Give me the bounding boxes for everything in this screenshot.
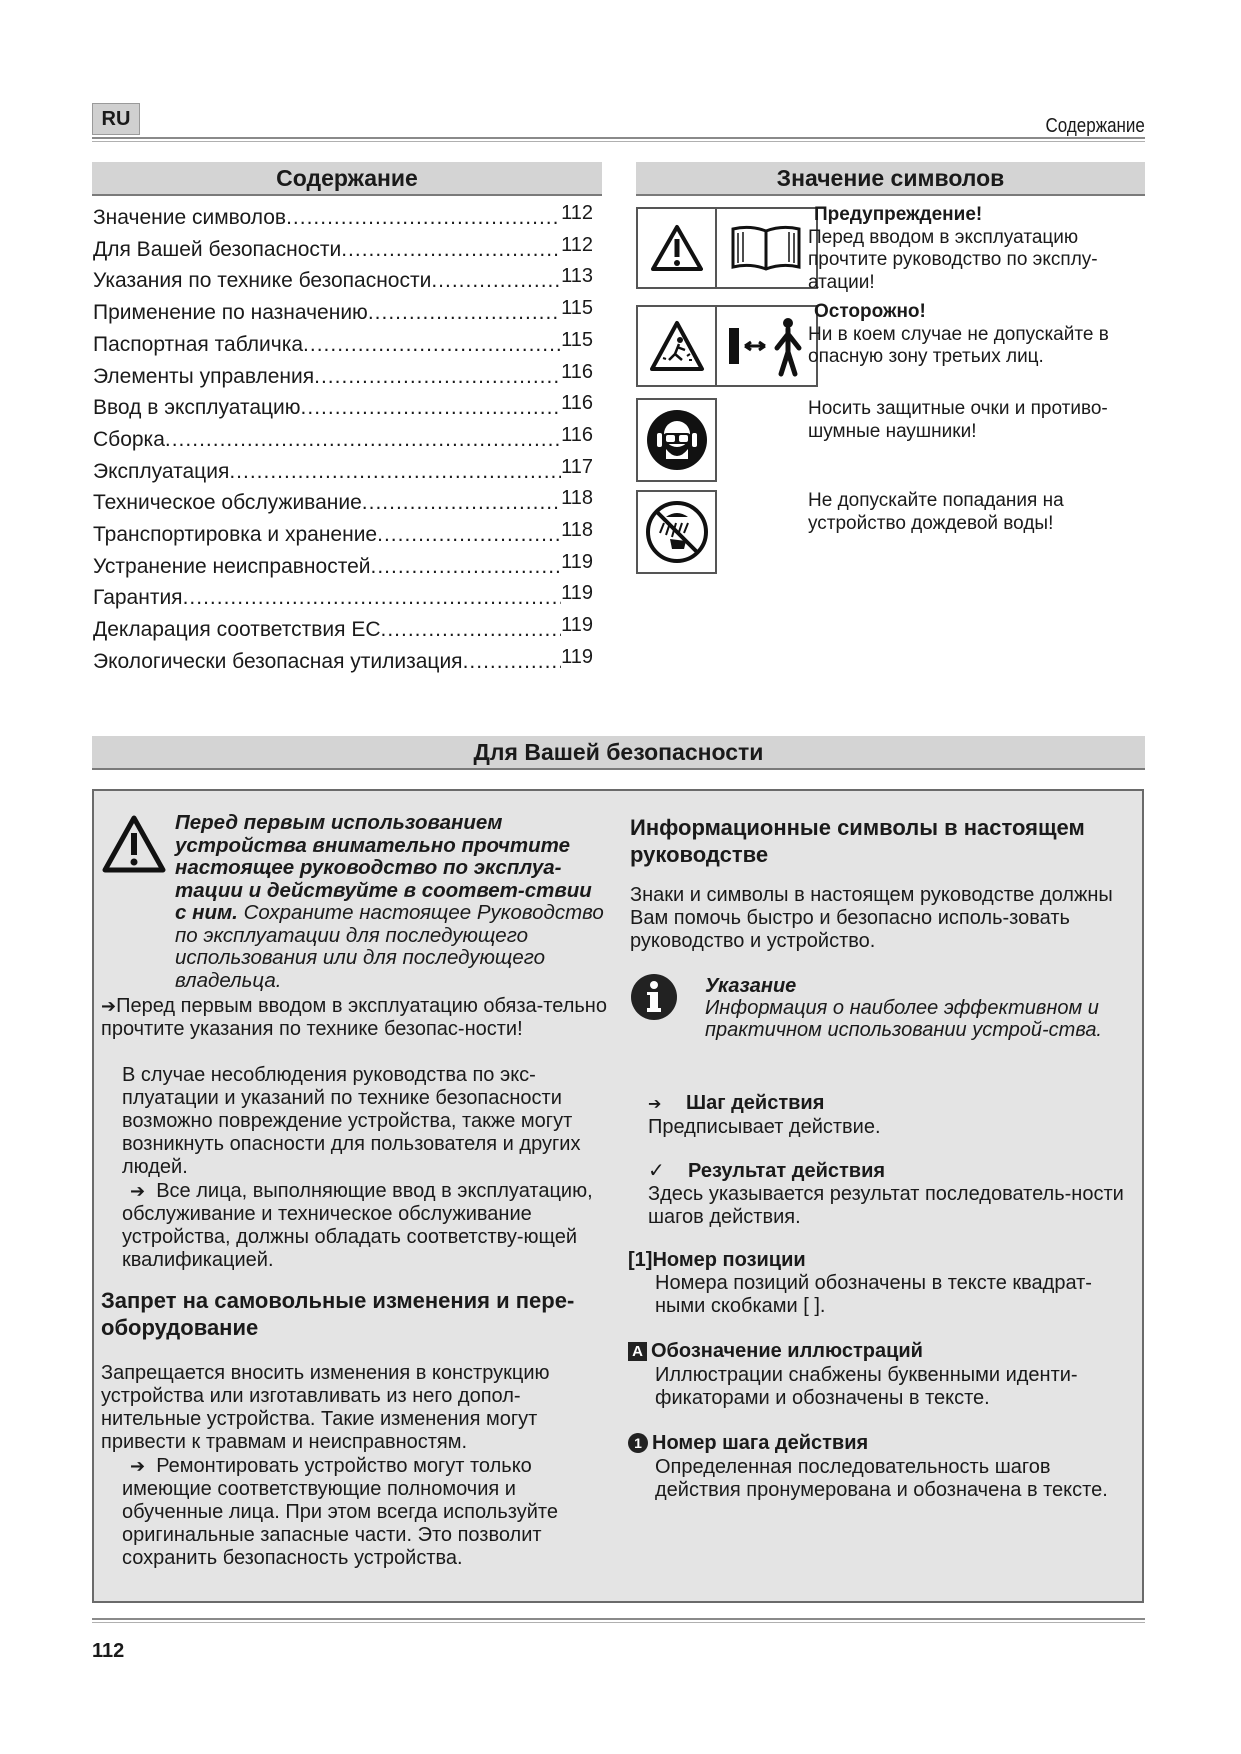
toc-item (93, 582, 593, 614)
toc-item-page: 112 (561, 233, 593, 256)
toc-item-page: 113 (561, 265, 593, 288)
toc-item-page: 116 (561, 360, 593, 383)
toc-item-title: Ввод в эксплуатацию (93, 396, 301, 420)
symbol-caution-text: Осторожно! Ни в коем случае не допускайте в опасную зону третьих лиц. (808, 301, 1109, 367)
step-number-text: Определенная последовательность шагов действия пронумерована и обозначена в тексте. (655, 1456, 1108, 1501)
info-symbols-text: Знаки и символы в настоящем руководстве должны Вам помочь быстро и безопасно исполь-зовать руководство и устройство. (630, 884, 1113, 952)
warning-icon (636, 207, 717, 289)
thrown-objects-warning-icon (636, 305, 717, 387)
step-number-heading: 1 Номер шага действия (628, 1432, 868, 1455)
modification-text: Запрещается вносить изменения в конструкцию устройства или изготавливать из него допол-нительные устройства. Такие изменения могут привести к травмам и неисправностям. (101, 1362, 550, 1453)
info-icon (629, 972, 679, 1027)
goggles-earmuffs-icon (636, 398, 717, 482)
toc-item (93, 202, 593, 234)
toc-item (93, 646, 593, 678)
toc-item-title: Гарантия (93, 586, 183, 610)
toc-dot-leader (341, 234, 561, 266)
position-number-heading: [1]Номер позиции (628, 1249, 806, 1271)
toc-dot-leader (303, 329, 561, 361)
manual-book-icon (715, 207, 818, 289)
toc-item (93, 551, 593, 583)
toc-dot-leader (381, 614, 562, 646)
toc-item-page: 116 (561, 392, 593, 415)
info-symbols-heading: Информационные символы в настоящем руководстве (630, 815, 1085, 867)
toc-item-title: Техническое обслуживание (93, 491, 362, 515)
safety-bullet-2: ➔ Все лица, выполняющие ввод в эксплуатацию, обслуживание и техническое обслуживание устройства, должны обладать соответству-ющей квалификацией. (122, 1180, 593, 1271)
language-badge: RU (92, 103, 140, 135)
toc-item-page: 117 (561, 455, 593, 478)
toc-item (93, 424, 593, 456)
toc-item-title: Экологически безопасная утилизация (93, 649, 463, 673)
safety-warning-icon (102, 815, 166, 878)
position-number-text: Номера позиций обозначены в тексте квадрат-ными скобками [ ]. (655, 1272, 1092, 1317)
toc-item-page: 115 (561, 297, 593, 320)
toc-dot-leader (463, 646, 562, 678)
toc-dot-leader (183, 582, 562, 614)
toc-dot-leader (368, 297, 561, 329)
toc-item-title: Сборка (93, 427, 165, 451)
step-block: ➔ Шаг действия Предписывает действие. (648, 1092, 881, 1138)
toc-dot-leader (371, 551, 562, 583)
toc-item (93, 234, 593, 266)
toc-dot-leader (286, 202, 561, 234)
toc-dot-leader (301, 392, 562, 424)
toc-item-title: Устранение неисправностей (93, 554, 371, 578)
footer-rule-thin (92, 1622, 1145, 1623)
toc-item-page: 119 (561, 614, 593, 637)
toc-dot-leader (377, 519, 561, 551)
toc-item-title: Транспортировка и хранение (93, 523, 378, 547)
toc-item (93, 329, 593, 361)
toc-item-page: 119 (561, 645, 593, 668)
table-of-contents (93, 202, 593, 678)
toc-item-page: 119 (561, 550, 593, 573)
symbols-heading: Значение символов (636, 162, 1145, 196)
toc-item-title: Эксплуатация (93, 459, 230, 483)
toc-item-title: Паспортная табличка (93, 332, 304, 356)
safe-distance-icon (715, 305, 818, 387)
toc-item-title: Декларация соответствия ЕС (93, 618, 381, 642)
toc-item-page: 118 (561, 519, 593, 542)
safety-bullet-1-cont: В случае несоблюдения руководства по экс-плуатации и указаний по технике безопасности возможно повреждение устройства, также могут возникнуть опасности для пользователя и других людей. (122, 1064, 581, 1178)
footer-rule (92, 1618, 1145, 1620)
toc-item-title: Значение символов (93, 206, 287, 229)
step-arrow-icon: ➔ (648, 1096, 662, 1113)
toc-item-page: 119 (561, 582, 593, 605)
safety-bullet-1: ➔Перед первым вводом в эксплуатацию обяза-тельно прочтите указания по технике безопас-ности! (101, 995, 607, 1040)
toc-heading: Содержание (92, 162, 602, 196)
toc-item-page: 118 (561, 487, 593, 510)
toc-item-title: Для Вашей безопасности (93, 237, 342, 261)
safety-lead-text: Перед первым использованием устройства внимательно прочтите настоящее руководство по эксплуа-тации и действуйте в соответ-ствии с ним. Сохраните настоящее Руководство по эксплуатации для последующего использования или для последующего владельца. (175, 811, 604, 992)
toc-item (93, 392, 593, 424)
result-block: ✓ Результат действия Здесь указывается результат последователь-ности шагов действия. (648, 1160, 1124, 1228)
toc-dot-leader (314, 361, 561, 393)
illustration-heading: A Обозначение иллюстраций (628, 1340, 923, 1363)
toc-item-title: Применение по назначению (93, 301, 368, 325)
toc-item (93, 297, 593, 329)
step-number-icon: 1 (628, 1433, 648, 1453)
toc-item (93, 265, 593, 297)
toc-dot-leader (165, 424, 561, 456)
toc-item-page: 115 (561, 328, 593, 351)
checkmark-icon: ✓ (648, 1160, 665, 1182)
toc-item-title: Элементы управления (93, 364, 315, 388)
toc-dot-leader (362, 487, 561, 519)
toc-item-page: 116 (561, 423, 593, 446)
modification-bullet: ➔ Ремонтировать устройство могут только имеющие соответствующие полномочия и обученные лица. При этом всегда используйте оригинальные запасные части. Это позволит сохранить безопасность устройства. (122, 1455, 558, 1569)
no-rain-icon (636, 490, 717, 574)
note-block: Указание Информация о наиболее эффективном и практичном использовании устрой-ства. (705, 975, 1102, 1041)
modification-heading: Запрет на самовольные изменения и пере-оборудование (101, 1288, 575, 1340)
toc-item-title: Указания по технике безопасности (93, 269, 432, 293)
symbol-rain-text: Не допускайте попадания на устройство дождевой воды! (808, 490, 1064, 534)
symbol-warning-text: Предупреждение! Перед вводом в эксплуатацию прочтите руководство по эксплу-атации! (808, 204, 1098, 293)
toc-dot-leader (229, 456, 561, 488)
toc-item (93, 361, 593, 393)
page-number: 112 (92, 1640, 125, 1662)
toc-dot-leader (431, 265, 561, 297)
header-rule (92, 137, 1145, 139)
toc-item-page: 112 (561, 202, 593, 224)
header-title: Содержание (1045, 115, 1145, 137)
symbol-goggles-text: Носить защитные очки и противо-шумные наушники! (808, 398, 1108, 442)
toc-item (93, 519, 593, 551)
illustration-letter-icon: A (628, 1342, 647, 1361)
safety-heading: Для Вашей безопасности (92, 736, 1145, 770)
illustration-text: Иллюстрации снабжены буквенными иденти-фикаторами и обозначены в тексте. (655, 1364, 1078, 1409)
toc-item (93, 456, 593, 488)
toc-item (93, 614, 593, 646)
header-rule-thin (92, 141, 1145, 142)
toc-item (93, 487, 593, 519)
